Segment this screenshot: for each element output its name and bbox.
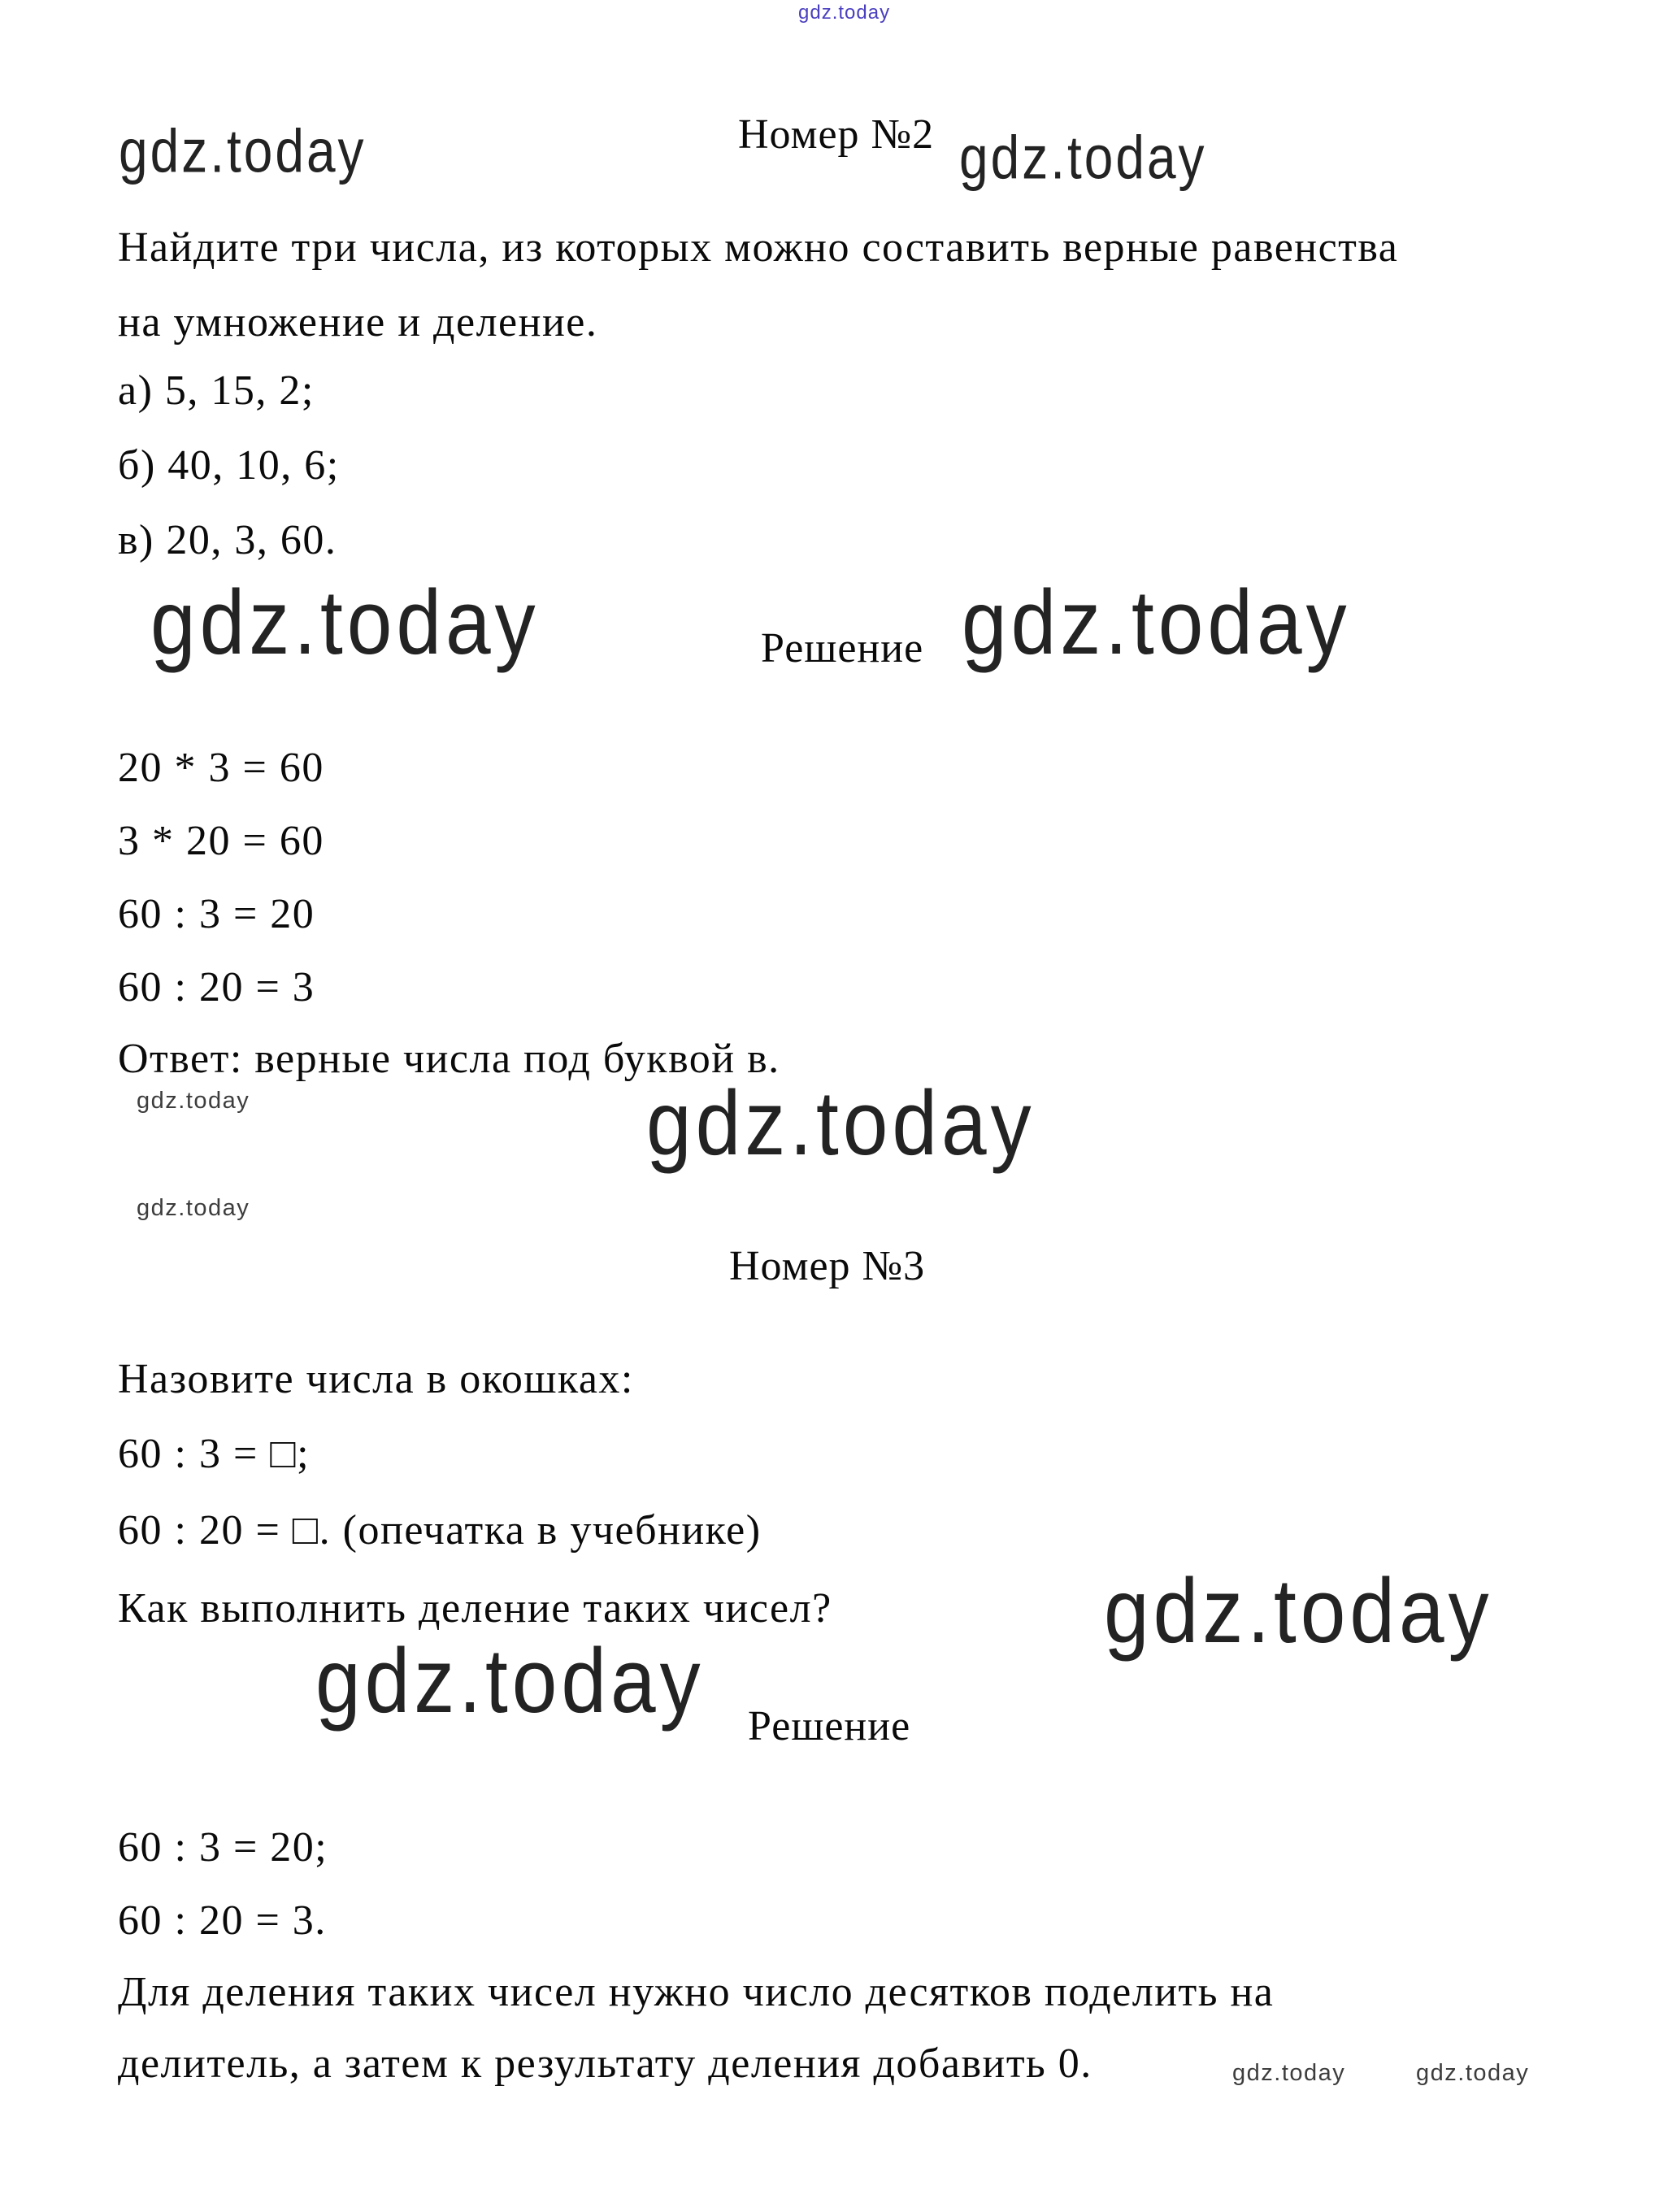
problem3-conclusion-line2: делитель, а затем к результату деления добавить 0. xyxy=(118,2040,1092,2087)
problem2-option-a: а) 5, 15, 2; xyxy=(118,367,315,414)
problem2-answer: Ответ: верные числа под буквой в. xyxy=(118,1036,780,1082)
problem2-solution-label: Решение xyxy=(761,625,924,671)
watermark-solution-left: gdz.today xyxy=(150,571,540,674)
watermark-solution-right: gdz.today xyxy=(962,571,1351,674)
problem2-equation-1: 20 * 3 = 60 xyxy=(118,745,324,791)
problem3-conclusion-line1: Для деления таких чисел нужно число десятков поделить на xyxy=(118,1969,1275,2015)
watermark-header-right: gdz.today xyxy=(959,123,1207,193)
watermark-small-2: gdz.today xyxy=(137,1195,250,1221)
problem3-window-equation-2: 60 : 20 = □. (опечатка в учебнике) xyxy=(118,1507,762,1554)
problem3-window-equation-1: 60 : 3 = □; xyxy=(118,1431,311,1477)
problem2-title: Номер №2 xyxy=(738,111,935,158)
problem3-solution-label: Решение xyxy=(748,1703,911,1749)
watermark-bottom-1: gdz.today xyxy=(1232,2060,1346,2086)
watermark-center-big: gdz.today xyxy=(646,1072,1036,1175)
problem3-question: Как выполнить деление таких чисел? xyxy=(118,1585,832,1632)
problem3-title: Номер №3 xyxy=(729,1243,926,1289)
problem2-equation-4: 60 : 20 = 3 xyxy=(118,964,315,1010)
problem3-equation-1: 60 : 3 = 20; xyxy=(118,1824,328,1871)
watermark-header-left: gdz.today xyxy=(119,116,367,186)
watermark-problem3-right: gdz.today xyxy=(1104,1560,1493,1662)
watermark-top: gdz.today xyxy=(798,2,891,24)
watermark-problem3-left: gdz.today xyxy=(315,1630,705,1732)
problem3-statement: Назовите числа в окошках: xyxy=(118,1356,634,1402)
problem2-equation-2: 3 * 20 = 60 xyxy=(118,818,324,864)
watermark-bottom-2: gdz.today xyxy=(1416,2060,1530,2086)
problem2-option-c: в) 20, 3, 60. xyxy=(118,517,337,563)
problem2-statement-line2: на умножение и деление. xyxy=(118,299,598,345)
watermark-small-1: gdz.today xyxy=(137,1088,250,1114)
problem3-equation-2: 60 : 20 = 3. xyxy=(118,1897,327,1944)
problem2-equation-3: 60 : 3 = 20 xyxy=(118,891,315,937)
problem2-statement-line1: Найдите три числа, из которых можно составить верные равенства xyxy=(118,224,1399,271)
problem2-option-b: б) 40, 10, 6; xyxy=(118,442,340,489)
